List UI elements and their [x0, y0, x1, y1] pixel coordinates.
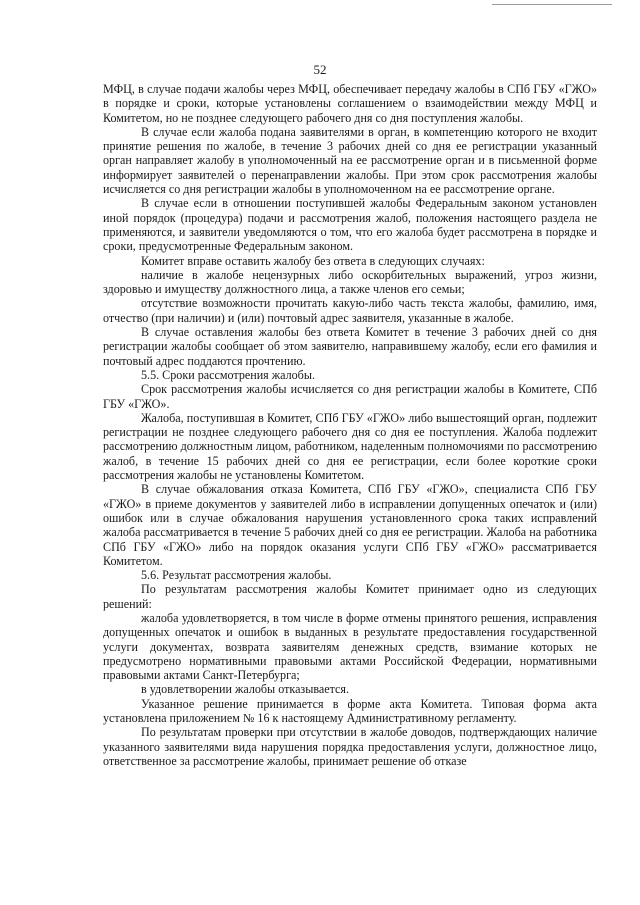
paragraph-13: По результатам рассмотрения жалобы Комитет принимает одно из следующих решений: [103, 582, 597, 611]
section-heading-5-5: 5.5. Сроки рассмотрения жалобы. [141, 367, 315, 382]
paragraph-4: Комитет вправе оставить жалобу без ответа в следующих случаях: [141, 253, 485, 268]
paragraph-17: По результатам проверки при отсутствии в жалобе доводов, подтверждающих наличие указанного заявителями вида нарушения порядка предоставления услуги, должностное лицо, ответственное за рассмотрение жалобы, принимает решение об отказе [103, 725, 597, 768]
document-body [103, 82, 597, 768]
paragraph-14: жалоба удовлетворяется, в том числе в форме отмены принятого решения, исправления допущенных опечаток и ошибок в выданных в результате предоставления государственной услуги документах, возврата заявителям денежных средств, взимание которых не предусмотрено нормативными правовыми актами Российской Федерации, нормативными правовыми актами Санкт-Петербурга; [103, 610, 597, 683]
paragraph-11: В случае обжалования отказа Комитета, СПб ГБУ «ГЖО», специалиста СПб ГБУ «ГЖО» в приеме документов у заявителей либо в исправлении допущенных опечаток и (или) ошибок или в случае обжалования нарушения установленного срока таких исправлений жалоба рассматривается в течение 5 рабочих дней со дня ее регистрации. Жалоба на работника СПб ГБУ «ГЖО» либо на порядок оказания услуги СПб ГБУ «ГЖО» рассматривается Комитетом. [103, 482, 597, 568]
paragraph-15: в удовлетворении жалобы отказывается. [141, 682, 350, 697]
paragraph-7: В случае оставления жалобы без ответа Комитет в течение 3 рабочих дней со дня регистрации жалобы сообщает об этом заявителю, направившему жалобу, если его фамилия и почтовый адрес поддаются прочтению. [103, 325, 597, 368]
paragraph-3: В случае если в отношении поступившей жалобы Федеральным законом установлен иной порядок (процедура) подачи и рассмотрения жалоб, положения настоящего раздела не применяются, и заявители уведомляются о том, что его жалоба будет рассмотрена в порядке и сроки, предусмотренные Федеральным законом. [103, 196, 597, 254]
paragraph-16: Указанное решение принимается в форме акта Комитета. Типовая форма акта установлена приложением № 16 к настоящему Административному регламенту. [103, 696, 597, 726]
paragraph-2: В случае если жалоба подана заявителями в орган, в компетенцию которого не входит принятие решения по жалобе, в течение 3 рабочих дней со дня ее регистрации указанный орган направляет жалобу в уполномоченный на ее рассмотрение орган и в письменной форме информирует заявителей о перенаправлении жалобы. При этом срок рассмотрения жалобы исчисляется со дня регистрации жалобы в уполномоченном на ее рассмотрение органе. [103, 124, 597, 197]
paragraph-1: МФЦ, в случае подачи жалобы через МФЦ, обеспечивает передачу жалобы в СПб ГБУ «ГЖО» в порядке и сроки, которые установлены соглашением о взаимодействии между МФЦ и Комитетом, но не позднее следующего рабочего дня со дня поступления жалобы. [103, 82, 597, 125]
paragraph-10: Жалоба, поступившая в Комитет, СПб ГБУ «ГЖО» либо вышестоящий орган, подлежит регистрации не позднее следующего рабочего дня со дня ее поступления. Жалоба подлежит рассмотрению должностным лицом, работником, наделенным полномочиями по рассмотрению жалоб, в течение 15 рабочих дней со дня ее регистрации, если более короткие сроки рассмотрения жалобы не установлены Комитетом. [103, 410, 597, 483]
paragraph-6: отсутствие возможности прочитать какую-либо часть текста жалобы, фамилию, имя, отчество (при наличии) и (или) почтовый адрес заявителя, указанные в жалобе. [103, 296, 597, 325]
paragraph-5: наличие в жалобе нецензурных либо оскорбительных выражений, угроз жизни, здоровью и имуществу должностного лица, а также членов его семьи; [103, 267, 597, 297]
section-heading-5-6: 5.6. Результат рассмотрения жалобы. [141, 568, 332, 583]
paragraph-9: Срок рассмотрения жалобы исчисляется со дня регистрации жалобы в Комитете, СПб ГБУ «ГЖО». [103, 382, 597, 411]
scan-edge-mark [492, 4, 612, 5]
page-number: 52 [313, 62, 327, 77]
